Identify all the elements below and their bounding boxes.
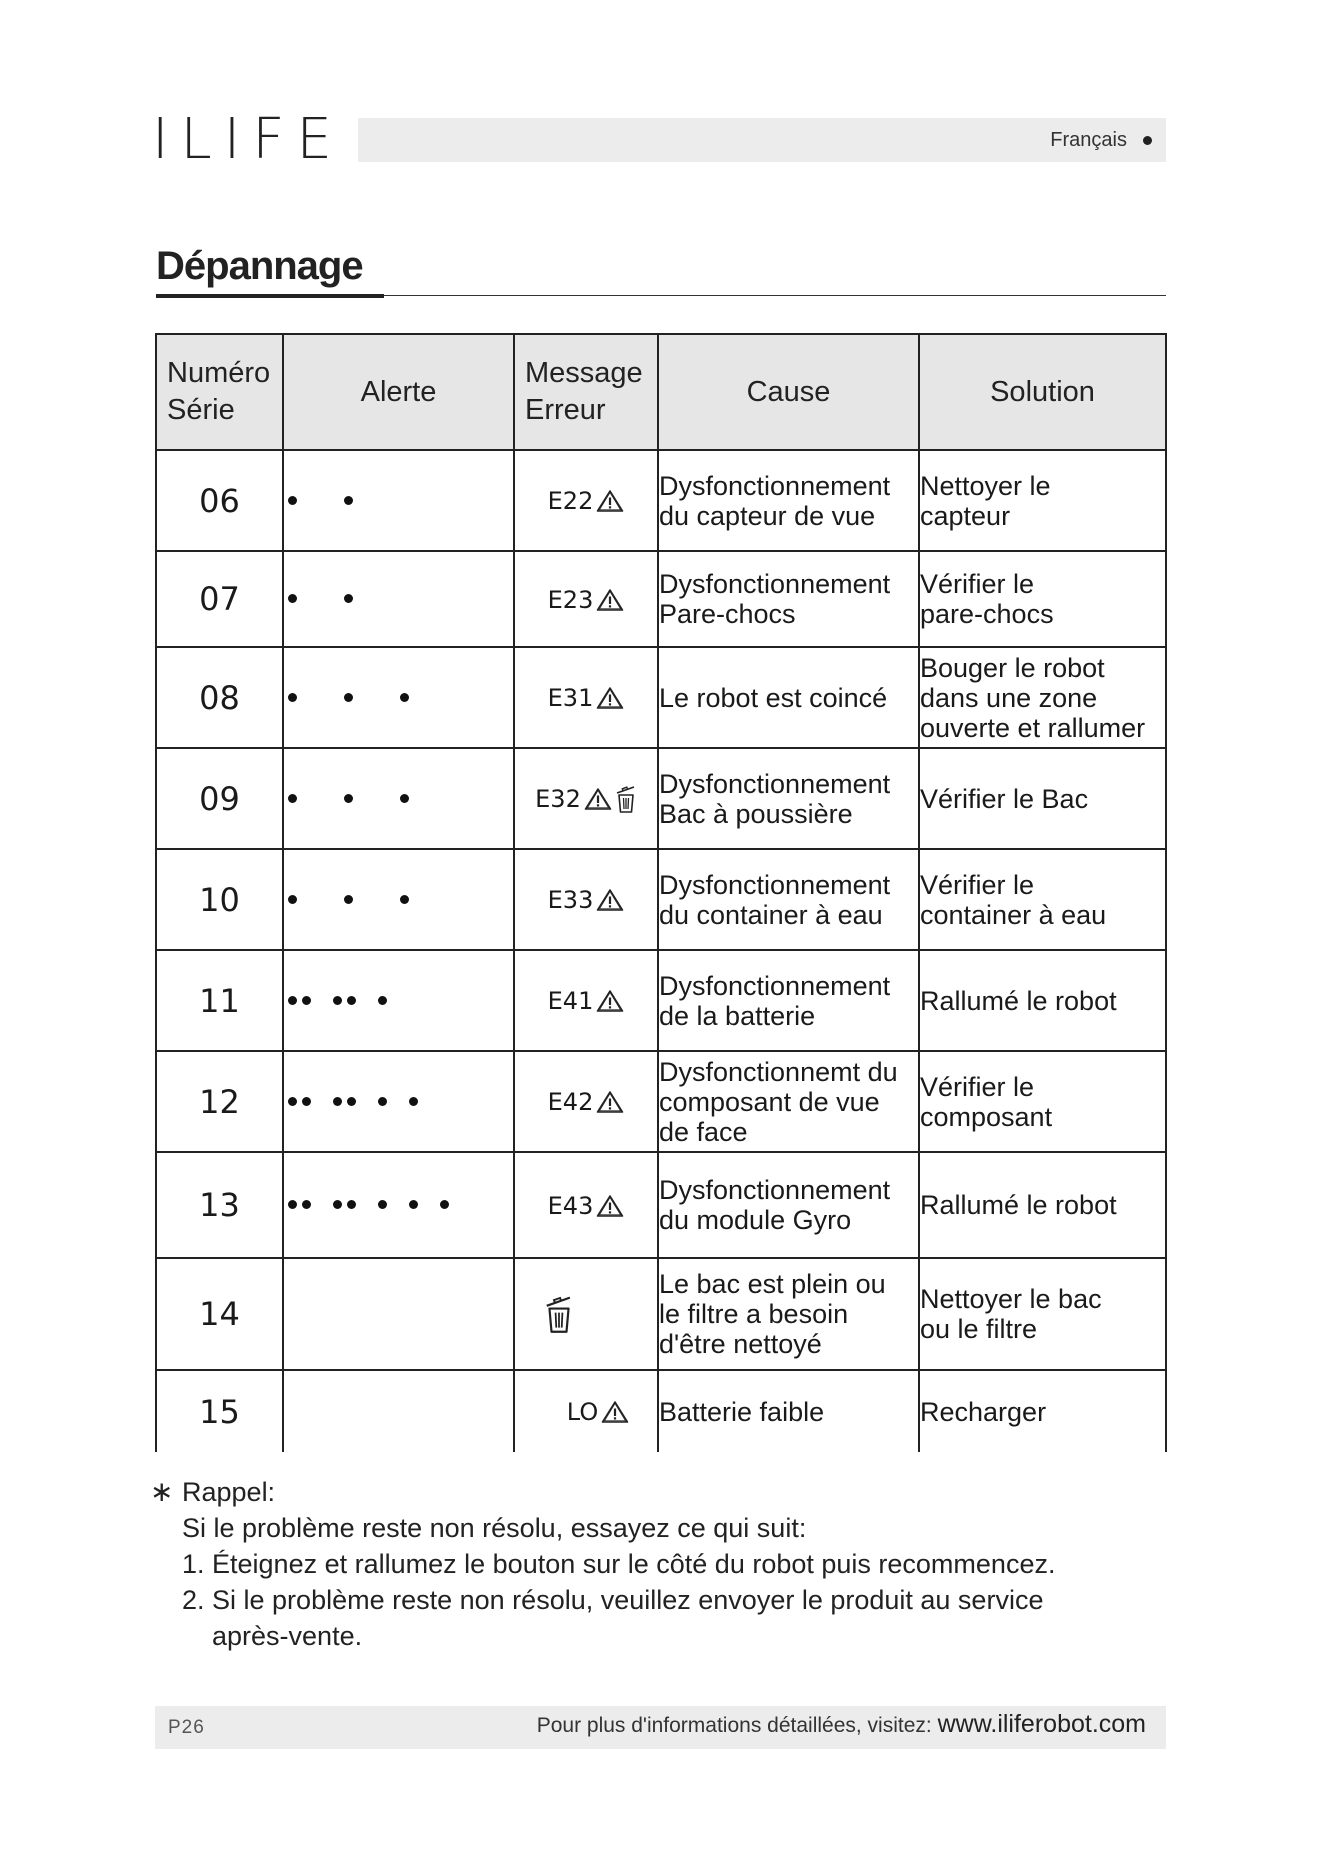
- solution-cell: [919, 1152, 1166, 1258]
- cause-line: du module Gyro: [659, 1205, 852, 1235]
- warning-icon: [596, 1090, 624, 1114]
- error-message-cell: [514, 551, 658, 647]
- cause-line: Dysfonctionnemt du: [659, 1056, 898, 1087]
- table-row: [156, 748, 1166, 849]
- reminder-step-2: 2. Si le problème reste non résolu, veuillez envoyer le produit au service: [182, 1585, 1044, 1615]
- header-solution: Solution: [919, 334, 1166, 450]
- alert-dot-icon: [347, 1097, 356, 1106]
- cause-line: le filtre a besoin: [659, 1299, 849, 1329]
- alert-dot-icon: [288, 996, 297, 1005]
- warning-icon: [596, 888, 624, 912]
- language-bar: [358, 118, 1166, 162]
- header-message-line1: Message: [525, 357, 643, 389]
- table-row: [156, 1152, 1166, 1258]
- solution-line: capteur: [920, 500, 1011, 531]
- alert-dot-icon: [302, 1097, 311, 1106]
- solution-line: Recharger: [920, 1396, 1047, 1427]
- solution-cell: [919, 647, 1166, 748]
- warning-icon: [596, 989, 624, 1013]
- reminder-note: [150, 1474, 1055, 1654]
- reminder-title: Rappel:: [182, 1477, 276, 1507]
- alert-dot-icon: [344, 594, 353, 603]
- cause-line: Batterie faible: [659, 1396, 825, 1427]
- solution-cell: [919, 748, 1166, 849]
- serial-number-cell: 15: [156, 1370, 283, 1452]
- header-error-message: [514, 334, 658, 450]
- error-code: E41: [547, 987, 594, 1015]
- table-header-row: [156, 334, 1166, 450]
- alert-dot-icon: [333, 996, 342, 1005]
- cause-cell: [658, 950, 919, 1051]
- alert-pattern-cell: [283, 748, 514, 849]
- error-code: E33: [547, 886, 594, 914]
- error-message-cell: [514, 950, 658, 1051]
- table-row: [156, 1051, 1166, 1152]
- alert-dot-icon: [409, 1200, 418, 1209]
- header-serial-line2: Série: [167, 394, 235, 426]
- error-code: E31: [547, 684, 594, 712]
- alert-dot-icon: [288, 895, 297, 904]
- alert-dot-icon: [302, 996, 311, 1005]
- error-code: LO: [566, 1398, 599, 1426]
- serial-number-cell: 13: [156, 1152, 283, 1258]
- alert-dot-icon: [288, 1097, 297, 1106]
- alert-dot-icon: [302, 1200, 311, 1209]
- trash-bin-icon: [615, 784, 637, 814]
- table-row: [156, 1370, 1166, 1452]
- error-message-cell: [514, 1152, 658, 1258]
- alert-pattern-cell: [283, 1152, 514, 1258]
- solution-line: ouverte et rallumer: [920, 712, 1146, 743]
- cause-line: Dysfonctionnement: [659, 768, 891, 799]
- alert-dot-icon: [400, 794, 409, 803]
- header-serial-number: [156, 334, 283, 450]
- footer-text: Pour plus d'informations détaillées, visitez:: [536, 1714, 932, 1737]
- solution-line: Nettoyer le: [920, 470, 1051, 501]
- solution-cell: [919, 950, 1166, 1051]
- footer-info: [537, 1710, 1146, 1739]
- bullet-dot-icon: [1143, 136, 1152, 145]
- warning-icon: [584, 787, 612, 811]
- cause-line: Dysfonctionnement: [659, 1175, 891, 1205]
- error-message-cell: [514, 849, 658, 950]
- table-row: [156, 1258, 1166, 1370]
- alert-dot-icon: [288, 693, 297, 702]
- serial-number-cell: 07: [156, 551, 283, 647]
- alert-dot-icon: [440, 1200, 449, 1209]
- table-row: [156, 849, 1166, 950]
- alert-pattern-cell: [283, 849, 514, 950]
- solution-line: Vérifier le Bac: [920, 783, 1089, 814]
- alert-dot-icon: [288, 594, 297, 603]
- error-code: E32: [535, 784, 581, 813]
- error-message-cell: [514, 1370, 658, 1452]
- error-code: E23: [547, 585, 594, 614]
- serial-number-cell: 06: [156, 450, 283, 551]
- solution-line: composant: [920, 1101, 1053, 1132]
- cause-line: du capteur de vue: [659, 500, 876, 531]
- cause-cell: [658, 1051, 919, 1152]
- trash-bin-icon: [544, 1293, 574, 1335]
- header-serial-line1: Numéro: [167, 357, 271, 389]
- serial-number-cell: 14: [156, 1258, 283, 1370]
- warning-icon: [596, 1194, 624, 1218]
- alert-dot-icon: [344, 693, 353, 702]
- solution-line: Rallumé le robot: [920, 985, 1117, 1016]
- reminder-step-2-continuation: après-vente.: [212, 1621, 363, 1651]
- serial-number-cell: 12: [156, 1051, 283, 1152]
- alert-dot-icon: [347, 996, 356, 1005]
- cause-cell: [658, 849, 919, 950]
- alert-dot-icon: [378, 1097, 387, 1106]
- table-row: [156, 950, 1166, 1051]
- cause-line: Bac à poussière: [659, 798, 853, 829]
- cause-line: de la batterie: [659, 1000, 816, 1031]
- solution-cell: [919, 1051, 1166, 1152]
- asterisk-icon: ∗: [150, 1476, 174, 1507]
- table-row: [156, 450, 1166, 551]
- ilife-logo: ILIFE: [152, 107, 344, 172]
- title-underline: [156, 294, 384, 298]
- reminder-intro: Si le problème reste non résolu, essayez ce qui suit:: [182, 1513, 807, 1543]
- solution-line: pare-chocs: [920, 599, 1054, 629]
- cause-cell: [658, 748, 919, 849]
- alert-dot-icon: [344, 794, 353, 803]
- alert-dot-icon: [378, 1200, 387, 1209]
- cause-cell: [658, 1258, 919, 1370]
- cause-line: Dysfonctionnement: [659, 970, 891, 1001]
- page-number: P26: [168, 1717, 205, 1738]
- solution-cell: [919, 450, 1166, 551]
- error-message-cell: [514, 647, 658, 748]
- cause-line: Pare-chocs: [659, 599, 796, 629]
- cause-cell: [658, 450, 919, 551]
- solution-line: Vérifier le: [920, 569, 1035, 599]
- alert-dot-icon: [288, 1200, 297, 1209]
- language-label: Français: [1050, 128, 1127, 151]
- solution-line: Vérifier le: [920, 1071, 1035, 1102]
- website-link[interactable]: www.iliferobot.com: [937, 1710, 1146, 1738]
- header-cause: Cause: [658, 334, 919, 450]
- alert-dot-icon: [288, 794, 297, 803]
- cause-cell: [658, 1152, 919, 1258]
- alert-pattern-cell: [283, 1258, 514, 1370]
- solution-cell: [919, 849, 1166, 950]
- error-code: E22: [547, 487, 594, 515]
- alert-pattern-cell: [283, 450, 514, 551]
- alert-pattern-cell: [283, 950, 514, 1051]
- page-title: Dépannage: [156, 244, 363, 288]
- error-message-cell: [514, 450, 658, 551]
- troubleshooting-table: [155, 333, 1167, 1452]
- solution-line: dans une zone: [920, 682, 1098, 713]
- alert-dot-icon: [347, 1200, 356, 1209]
- solution-cell: [919, 1370, 1166, 1452]
- error-code: E43: [547, 1191, 594, 1220]
- warning-icon: [596, 686, 624, 710]
- alert-dot-icon: [333, 1097, 342, 1106]
- solution-line: Nettoyer le bac: [920, 1284, 1102, 1314]
- serial-number-cell: 08: [156, 647, 283, 748]
- alert-dot-icon: [378, 996, 387, 1005]
- warning-icon: [596, 588, 624, 612]
- cause-line: Le bac est plein ou: [659, 1269, 886, 1299]
- alert-dot-icon: [409, 1097, 418, 1106]
- alert-dot-icon: [288, 496, 297, 505]
- serial-number-cell: 11: [156, 950, 283, 1051]
- error-message-cell: [514, 1051, 658, 1152]
- alert-dot-icon: [344, 895, 353, 904]
- solution-cell: [919, 551, 1166, 647]
- cause-line: Dysfonctionnement: [659, 869, 891, 900]
- warning-icon: [601, 1400, 629, 1424]
- table-row: [156, 647, 1166, 748]
- cause-cell: [658, 647, 919, 748]
- solution-line: ou le filtre: [920, 1314, 1038, 1344]
- error-message-cell: [514, 748, 658, 849]
- error-message-cell: [514, 1258, 658, 1370]
- header-message-line2: Erreur: [525, 394, 606, 426]
- cause-cell: [658, 551, 919, 647]
- cause-line: Dysfonctionnement: [659, 470, 891, 501]
- alert-pattern-cell: [283, 1051, 514, 1152]
- error-code: E42: [547, 1088, 594, 1116]
- solution-line: Bouger le robot: [920, 652, 1105, 683]
- solution-line: Vérifier le: [920, 869, 1035, 900]
- cause-line: Le robot est coincé: [659, 682, 888, 713]
- serial-number-cell: 10: [156, 849, 283, 950]
- cause-cell: [658, 1370, 919, 1452]
- alert-pattern-cell: [283, 647, 514, 748]
- cause-line: d'être nettoyé: [659, 1329, 822, 1359]
- alert-pattern-cell: [283, 1370, 514, 1452]
- cause-line: du container à eau: [659, 899, 883, 930]
- solution-line: Rallumé le robot: [920, 1190, 1117, 1220]
- cause-line: Dysfonctionnement: [659, 569, 891, 599]
- alert-dot-icon: [344, 496, 353, 505]
- alert-dot-icon: [400, 693, 409, 702]
- header-alert: Alerte: [283, 334, 514, 450]
- cause-line: composant de vue: [659, 1086, 880, 1117]
- solution-cell: [919, 1258, 1166, 1370]
- serial-number-cell: 09: [156, 748, 283, 849]
- warning-icon: [596, 489, 624, 513]
- alert-dot-icon: [333, 1200, 342, 1209]
- solution-line: container à eau: [920, 899, 1107, 930]
- reminder-step-1: 1. Éteignez et rallumez le bouton sur le côté du robot puis recommencez.: [182, 1549, 1056, 1579]
- alert-pattern-cell: [283, 551, 514, 647]
- alert-dot-icon: [400, 895, 409, 904]
- table-row: [156, 551, 1166, 647]
- cause-line: de face: [659, 1116, 748, 1147]
